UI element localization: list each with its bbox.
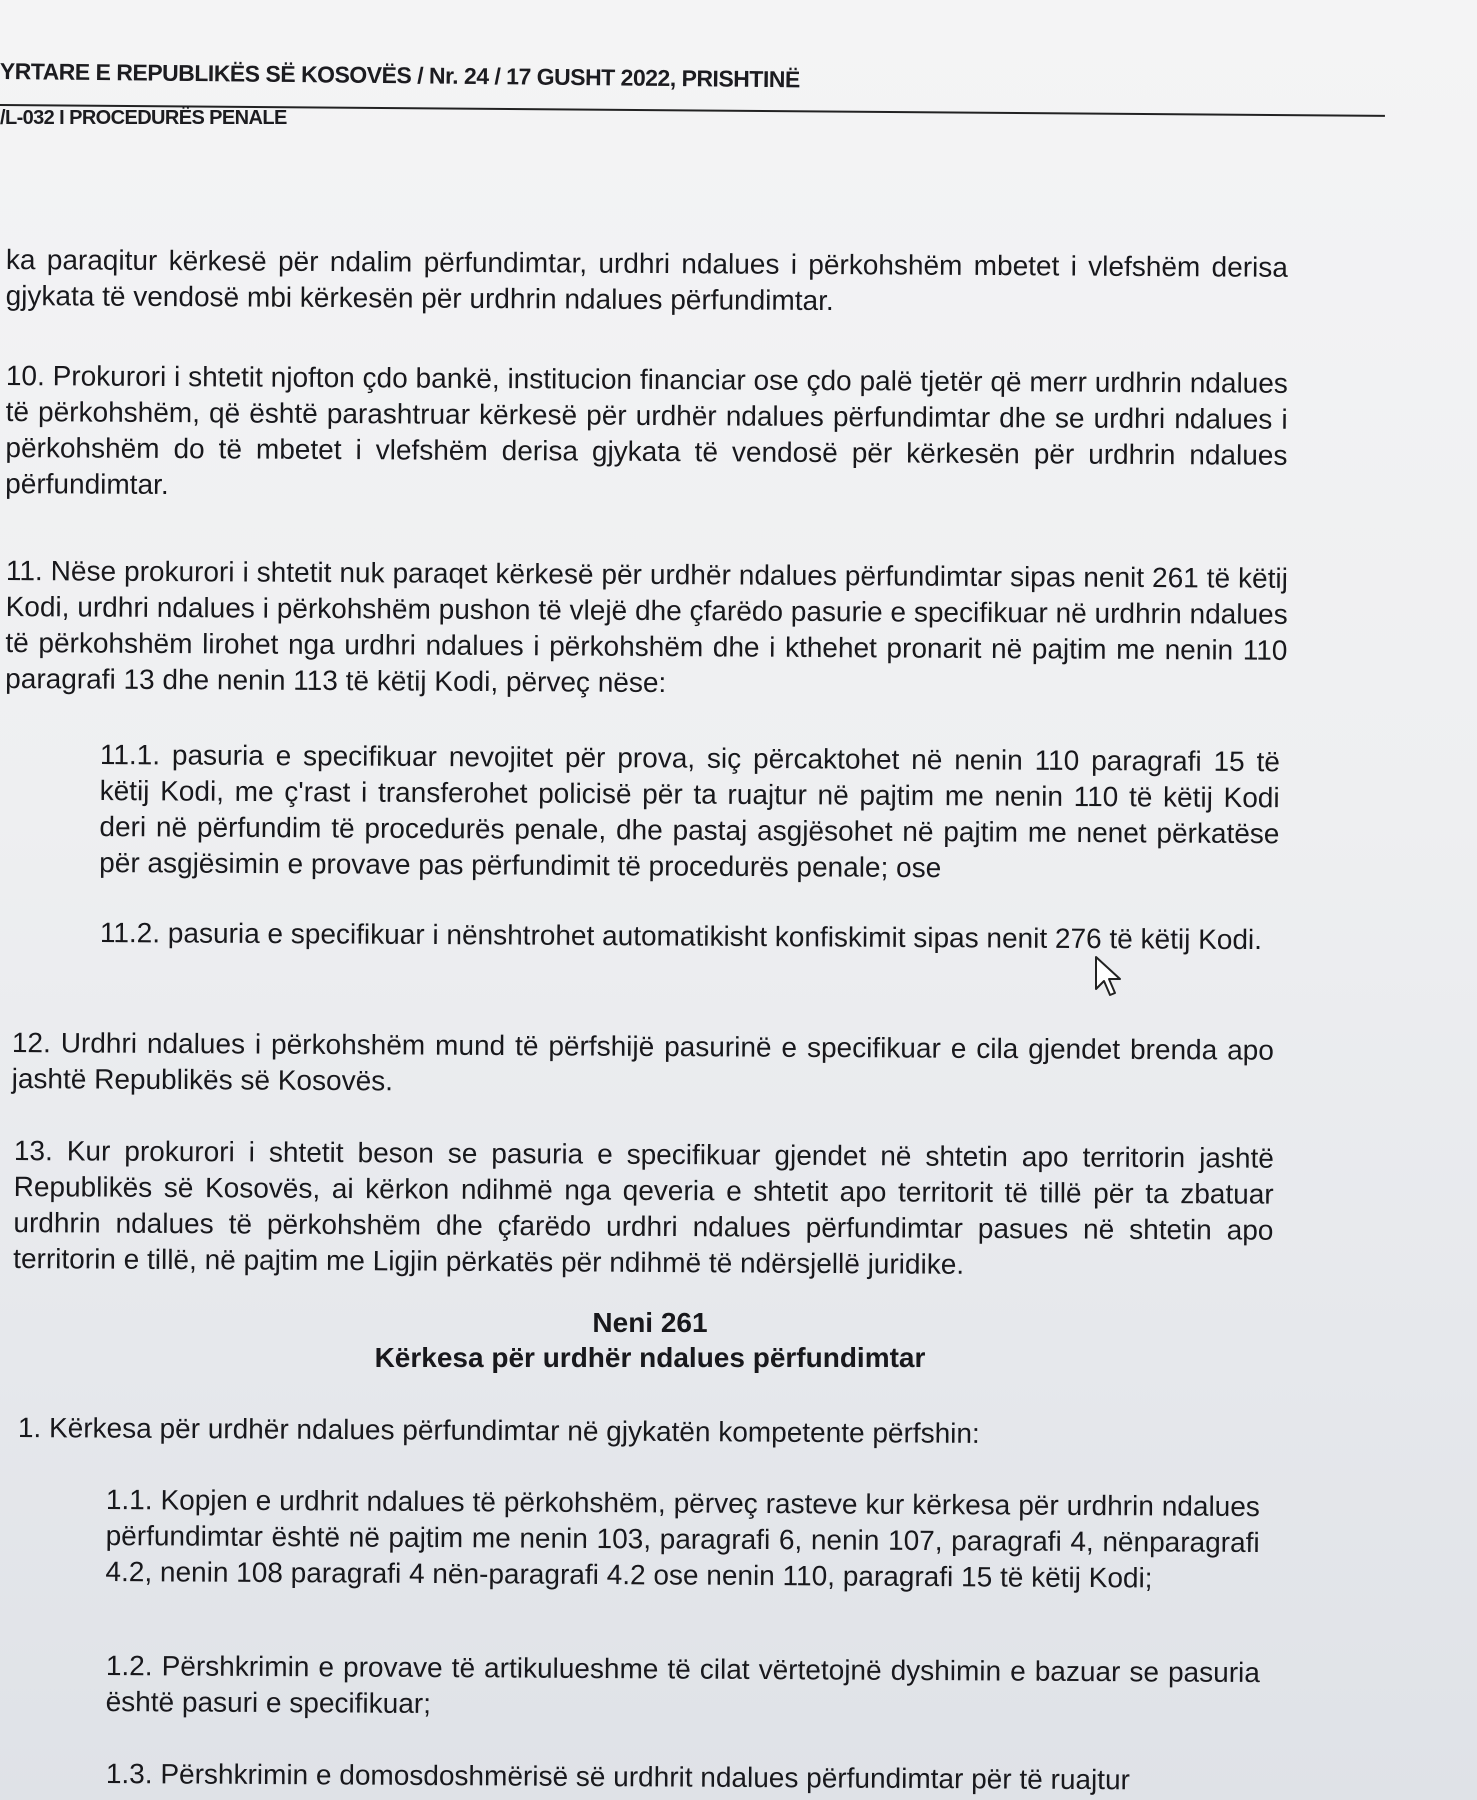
gazette-header: YRTARE E REPUBLIKËS SË KOSOVËS / Nr. 24 / 17 GUSHT 2022, PRISHTINË — [0, 58, 800, 93]
article-paragraph-1-1: 1.1. Kopjen e urdhrit ndalues të përkohshëm, përveç rasteve kur kërkesa për urdhrin ndalues përfundimtar është në pajtim me nenin 103, paragrafi 6, nenin 107, paragrafi 4, nënparagrafi 4.2, nenin 108 paragrafi 4 nën-paragrafi 4.2 ose nenin 110, paragrafi 15 të këtij Kodi; — [105, 1484, 1260, 1594]
paragraph-12: 12. Urdhri ndalues i përkohshëm mund të përfshijë pasurinë e specifikuar e cila gjendet brenda apo jashtë Republikës së Kosovës. — [11, 1027, 1274, 1097]
article-paragraph-1-2: 1.2. Përshkrimin e provave të artikulueshme të cilat vërtetojnë dyshimin e bazuar se pasuria është pasuri e specifikuar; — [105, 1650, 1260, 1719]
paragraph-13: 13. Kur prokurori i shtetit beson se pasuria e specifikuar gjendet në shtetin apo territorin jashtë Republikës së Kosovës, ai kërkon ndihmë nga qeveria e shtetit apo territorit të tillë për ta zbatuar urdhrin ndalues të përkohshëm dhe çfarëdo urdhri ndalues përfundimtar pasues në shtetin apo territorin e tillë, në pajtim me Ligjin përkatës për ndihmë të ndërsjellë juridike. — [13, 1135, 1274, 1280]
paragraph-11-2: 11.2. pasuria e specifikuar i nënshtrohet automatikisht konfiskimit sipas nenit 276 të këtij Kodi. — [99, 916, 1263, 956]
mouse-pointer-icon — [1094, 955, 1124, 997]
paragraph-11: 11. Nëse prokurori i shtetit nuk paraqet kërkesë për urdhër ndalues përfundimtar sipas nenit 261 të këtij Kodi, urdhri ndalues i përkohshëm pushon të vlejë dhe çfarëdo pasurie e specifikuar në urdhrin ndalues të përkohshëm lirohet nga urdhri ndalues i përkohshëm dhe i kthehet pronarit në pajtim me nenin 110 paragrafi 13 dhe nenin 113 të këtij Kodi, përveç nëse: — [5, 554, 1288, 699]
paragraph-10: 10. Prokurori i shtetit njofton çdo bankë, institucion financiar ose çdo palë tjetër që merr urdhrin ndalues të përkohshëm, që është parashtruar kërkesë për urdhër ndalues përfundimtar dhe se urdhri ndalues i përkohshëm do të mbetet i vlefshëm derisa gjykata të vendosë për kërkesën për urdhrin ndalues përfundimtar. — [5, 359, 1288, 500]
article-paragraph-1: 1. Kërkesa për urdhër ndalues përfundimtar në gjykatën kompetente përfshin: — [17, 1412, 980, 1449]
law-header: /L-032 I PROCEDURËS PENALE — [0, 107, 287, 129]
article-number: Neni 261 — [592, 1307, 708, 1338]
paragraph-9-continuation: ka paraqitur kërkesë për ndalim përfundimtar, urdhri ndalues i përkohshëm mbetet i vlefshëm derisa gjykata të vendosë mbi kërkesën për urdhrin ndalues përfundimtar. — [5, 243, 1288, 317]
article-title: Kërkesa për urdhër ndalues përfundimtar — [374, 1342, 926, 1373]
paragraph-11-1: 11.1. pasuria e specifikuar nevojitet për prova, siç përcaktohet në nenin 110 paragrafi 15 të këtij Kodi, me ç'rast i transferohet policisë për ta ruajtur në pajtim me nenin 110 të këtij Kodi deri në përfundim të procedurës penale, dhe pastaj asgjësohet në pajtim me nenet përkatëse për asgjësimin e provave pas përfundimit të procedurës penale; ose — [99, 738, 1280, 884]
article-paragraph-1-3: 1.3. Përshkrimin e domosdoshmërisë së urdhrit ndalues përfundimtar për të ruajtur — [105, 1758, 1131, 1796]
